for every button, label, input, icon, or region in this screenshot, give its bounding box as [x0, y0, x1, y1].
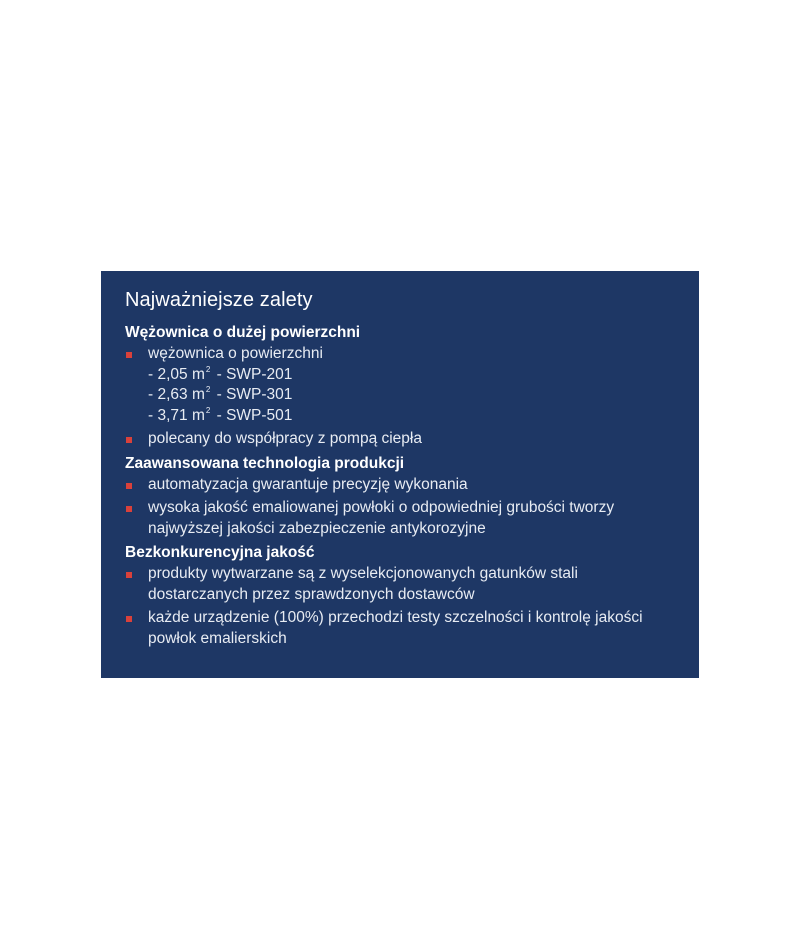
- advantages-panel: [101, 271, 699, 678]
- coil-model: - SWP-301: [212, 386, 293, 403]
- section-technology: [125, 453, 679, 540]
- list-item-text: wężownica o powierzchni: [148, 345, 323, 362]
- list-item: [125, 564, 679, 605]
- list-item-text: produkty wytwarzane są z wyselekcjonowanych gatunków stali dostarczanych przez sprawdzonych dostawców: [148, 565, 578, 603]
- coil-area-value: - 2,05 m: [148, 365, 205, 383]
- coil-model: - SWP-501: [212, 406, 293, 424]
- panel-title: Najważniejsze zalety: [125, 289, 313, 311]
- bullet-square-icon: [126, 352, 132, 358]
- bullet-list: [125, 475, 679, 540]
- coil-size-line: [148, 365, 679, 386]
- coil-size-line: [148, 406, 679, 427]
- list-item: [125, 608, 679, 649]
- coil-model: - SWP-201: [212, 365, 293, 383]
- bullet-square-icon: [126, 437, 132, 443]
- bullet-square-icon: [126, 572, 132, 578]
- section-coil: [125, 322, 679, 450]
- list-item: [125, 344, 679, 426]
- section-heading: Zaawansowana technologia produkcji: [125, 454, 405, 472]
- bullet-square-icon: [126, 506, 132, 512]
- section-heading: Wężownica o dużej powierzchni: [125, 324, 361, 341]
- section-quality: [125, 542, 679, 649]
- bullet-list: [125, 564, 679, 649]
- coil-area-value: - 2,63 m: [148, 386, 205, 403]
- list-item: [125, 475, 679, 496]
- unit-superscript: 2: [205, 405, 211, 415]
- list-item-text: automatyzacja gwarantuje precyzję wykonania: [148, 475, 468, 493]
- unit-superscript: 2: [205, 385, 211, 394]
- unit-superscript: 2: [205, 364, 211, 374]
- coil-area-value: - 3,71 m: [148, 406, 205, 424]
- section-heading: Bezkonkurencyjna jakość: [125, 544, 315, 561]
- bullet-square-icon: [126, 616, 132, 622]
- bullet-list: [125, 344, 679, 450]
- list-item: [125, 429, 679, 450]
- coil-size-line: [148, 385, 679, 406]
- list-item: [125, 498, 679, 539]
- list-item-text: wysoka jakość emaliowanej powłoki o odpowiedniej grubości tworzy najwyższej jakości zabezpieczenie antykorozyjne: [148, 499, 615, 537]
- bullet-square-icon: [126, 483, 132, 489]
- list-item-text: polecany do współpracy z pompą ciepła: [148, 430, 422, 447]
- list-item-text: każde urządzenie (100%) przechodzi testy szczelności i kontrolę jakości powłok emalierskich: [148, 609, 643, 647]
